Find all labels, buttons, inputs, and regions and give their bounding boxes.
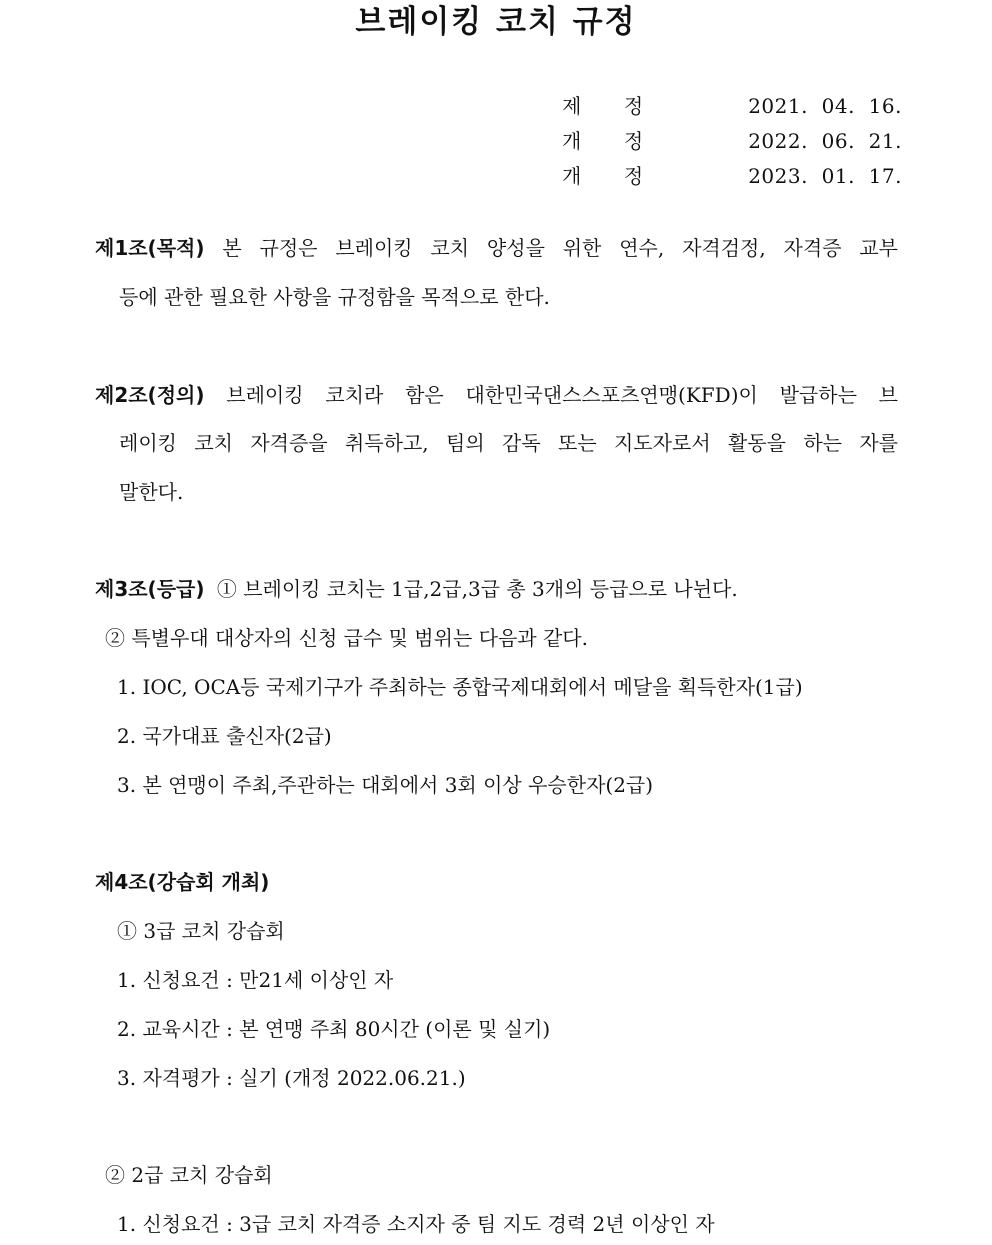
article2-line3: 말한다. (119, 480, 184, 504)
article2-line1 (95, 380, 898, 410)
article3-item3: 3. 본 연맹이 주최,주관하는 대회에서 3회 이상 우승한자(2급) (117, 773, 654, 797)
history-date: 2021. 04. 16. (748, 94, 902, 118)
history-label-first: 개 (562, 164, 582, 188)
history-date: 2022. 06. 21. (748, 129, 902, 153)
article3-item2: 2. 국가대표 출신자(2급) (117, 724, 332, 748)
history-label-second: 정 (623, 94, 644, 118)
article1-line2: 등에 관한 필요한 사항을 규정함을 목적으로 한다. (119, 285, 550, 309)
article1-line1 (95, 233, 898, 263)
article4-sec1-item2: 2. 교육시간 : 본 연맹 주최 80시간 (이론 및 실기) (117, 1017, 551, 1041)
article3-line1 (95, 574, 738, 604)
history-row (562, 90, 902, 125)
article4-sec1-item1: 1. 신청요건 : 만21세 이상인 자 (117, 968, 394, 992)
document-title: 브레이킹 코치 규정 (355, 4, 637, 40)
history-row (562, 125, 902, 160)
history-label (562, 90, 748, 119)
article2-line2: 레이킹 코치 자격증을 취득하고, 팀의 감독 또는 지도자로서 활동을 하는 자를 (119, 431, 898, 455)
article2-text-1: 브레이킹 코치라 함은 대한민국댄스스포츠연맹(KFD)이 발급하는 브 (226, 383, 898, 407)
article3-heading: 제3조(등급) (95, 577, 205, 601)
article1-heading: 제1조(목적) (95, 236, 205, 260)
history-label-second: 정 (623, 164, 644, 188)
article3-item1: 1. IOC, OCA등 국제기구가 주최하는 종합국제대회에서 메달을 획득한자(1급) (117, 675, 803, 699)
history-label-first: 개 (562, 129, 582, 153)
history-label (562, 160, 748, 189)
history-row (562, 160, 902, 195)
history-date: 2023. 01. 17. (748, 164, 902, 188)
revision-history (562, 90, 902, 195)
article4-sec2-title: ② 2급 코치 강습회 (105, 1163, 273, 1187)
article4-sec1-title: ① 3급 코치 강습회 (117, 919, 285, 943)
article4-sec2-item1: 1. 신청요건 : 3급 코치 자격증 소지자 중 팀 지도 경력 2년 이상인 자 (117, 1212, 715, 1236)
history-label (562, 125, 748, 154)
article1-text-1: 본 규정은 브레이킹 코치 양성을 위한 연수, 자격검정, 자격증 교부 (222, 236, 898, 260)
article3-para2: ② 특별우대 대상자의 신청 급수 및 범위는 다음과 같다. (105, 626, 588, 650)
history-label-first: 제 (562, 94, 582, 118)
history-label-second: 정 (623, 129, 644, 153)
article4-sec1-item3: 3. 자격평가 : 실기 (개정 2022.06.21.) (117, 1066, 466, 1090)
article3-para1: ① 브레이킹 코치는 1급,2급,3급 총 3개의 등급으로 나뉜다. (216, 577, 738, 601)
article4-heading: 제4조(강습회 개최) (95, 870, 270, 894)
article2-heading: 제2조(정의) (95, 383, 205, 407)
